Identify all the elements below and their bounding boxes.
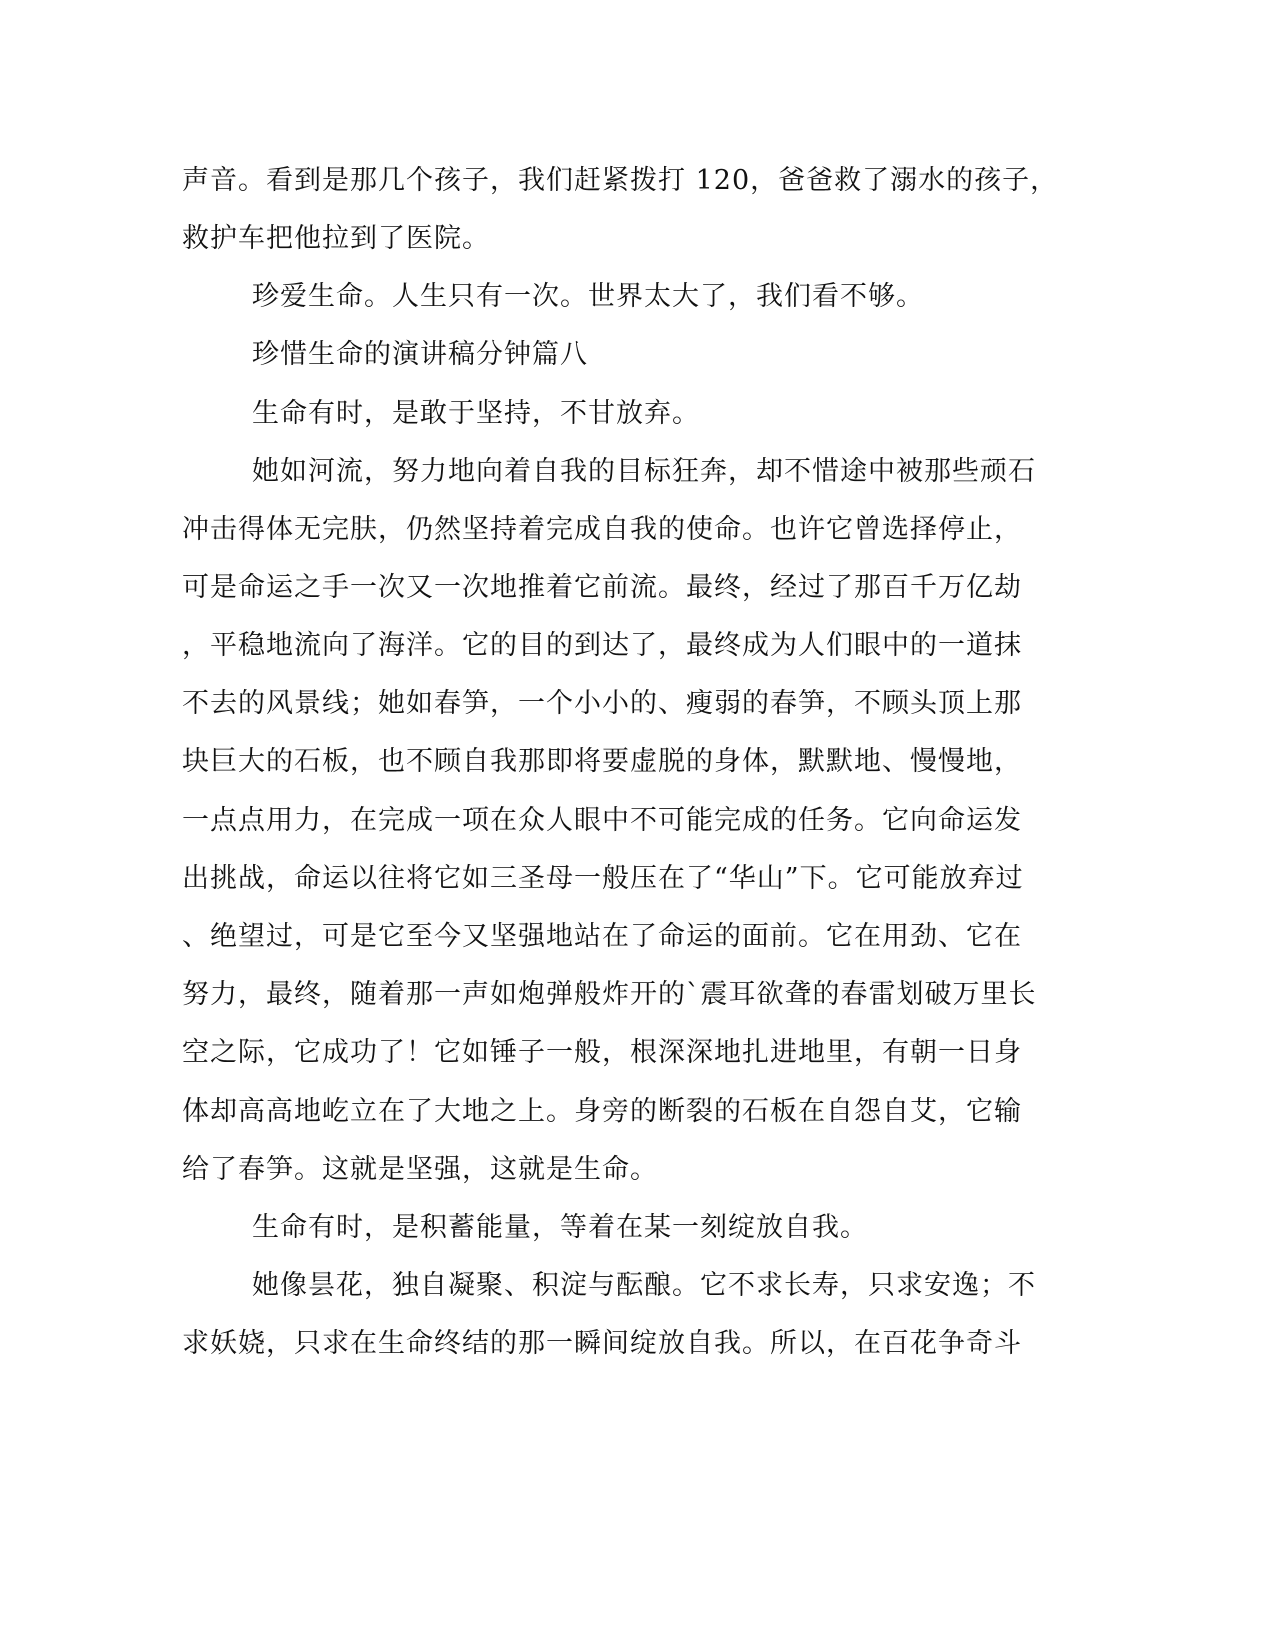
text-line: 可是命运之手一次又一次地推着它前流。最终，经过了那百千万亿劫 [182,572,1022,603]
text-line: 出挑战，命运以往将它如三圣母一般压在了“华山”下。它可能放弃过 [182,863,1024,894]
text-line: 空之际，它成功了！它如锤子一般，根深深地扎进地里，有朝一日身 [182,1037,1022,1068]
text-line: 、绝望过，可是它至今又坚强地站在了命运的面前。它在用劲、它在 [182,921,1022,952]
text-line: 体却高高地屹立在了大地之上。身旁的断裂的石板在自怨自艾，它输 [182,1096,1022,1127]
text-line: 给了春笋。这就是坚强，这就是生命。 [182,1154,658,1185]
section-heading: 珍惜生命的演讲稿分钟篇八 [252,339,588,370]
text-line: 珍爱生命。人生只有一次。世界太大了，我们看不够。 [252,281,924,312]
text-line: 努力，最终，随着那一声如炮弹般炸开的`震耳欲聋的春雷划破万里长 [182,979,1037,1010]
text-line: 救护车把他拉到了医院。 [182,223,490,254]
text-line: 不去的风景线；她如春笋，一个小小的、瘦弱的春笋，不顾头顶上那 [182,688,1022,719]
text-line: 冲击得体无完肤，仍然坚持着完成自我的使命。也许它曾选择停止， [182,514,1022,545]
text-line: 求妖娆，只求在生命终结的那一瞬间绽放自我。所以，在百花争奇斗 [182,1328,1022,1359]
text-line: 生命有时，是积蓄能量，等着在某一刻绽放自我。 [252,1212,868,1243]
text-line: ，平稳地流向了海洋。它的目的到达了，最终成为人们眼中的一道抹 [182,630,1022,661]
text-line: 她如河流，努力地向着自我的目标狂奔，却不惜途中被那些顽石 [252,456,1036,487]
text-line: 声音。看到是那几个孩子，我们赶紧拨打 120，爸爸救了溺水的孩子， [182,165,1059,196]
text-line: 一点点用力，在完成一项在众人眼中不可能完成的任务。它向命运发 [182,805,1022,836]
text-line: 她像昙花，独自凝聚、积淀与酝酿。它不求长寿，只求安逸；不 [252,1270,1036,1301]
text-line: 块巨大的石板，也不顾自我那即将要虚脱的身体，默默地、慢慢地， [182,746,1022,777]
text-line: 生命有时，是敢于坚持，不甘放弃。 [252,398,700,429]
